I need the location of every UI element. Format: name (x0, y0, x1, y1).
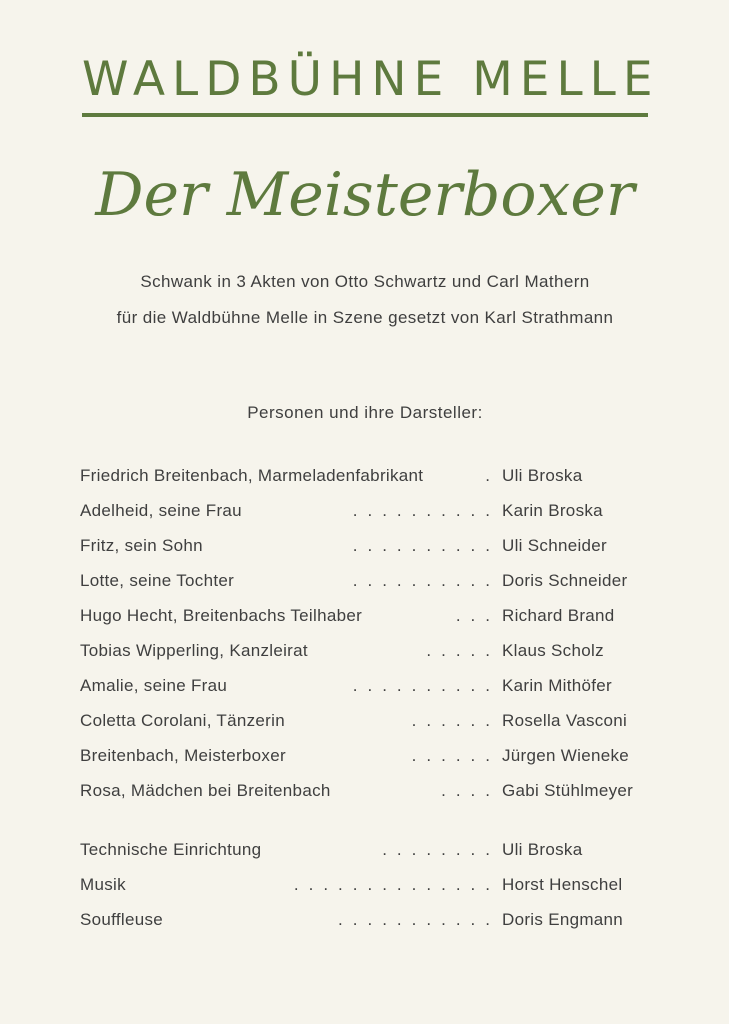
dot-leader: .......... (352, 501, 500, 520)
crew-member: Doris Engmann (502, 910, 624, 929)
cast-role: Friedrich Breitenbach, Marmeladenfabrikant (80, 466, 424, 485)
cast-role: Coletta Corolani, Tänzerin (80, 711, 285, 730)
cast-role: Fritz, sein Sohn (80, 536, 203, 555)
crew-member: Horst Henschel (502, 875, 623, 894)
cast-row (80, 571, 650, 597)
dot-leader: ...... (411, 746, 500, 765)
cast-actor: Gabi Stühlmeyer (502, 781, 634, 800)
dot-leader: .......... (352, 571, 500, 590)
cast-role: Adelheid, seine Frau (80, 501, 242, 520)
masthead-title: WALDBÜHNE MELLE (82, 52, 660, 107)
cast-actor: Uli Schneider (502, 536, 608, 555)
play-title: Der Meisterboxer (95, 160, 635, 230)
cast-actor: Uli Broska (502, 466, 583, 485)
masthead-rule (82, 113, 648, 117)
cast-actor: Rosella Vasconi (502, 711, 628, 730)
cast-row (80, 501, 650, 527)
cast-role: Tobias Wipperling, Kanzleirat (80, 641, 308, 660)
cast-row (80, 536, 650, 562)
dot-leader: .............. (293, 875, 500, 894)
dot-leader: .......... (352, 536, 500, 555)
cast-row (80, 746, 650, 772)
dot-leader: ..... (426, 641, 500, 660)
cast-row (80, 711, 650, 737)
cast-row (80, 606, 650, 632)
dot-leader: ........... (338, 910, 500, 929)
crew-member: Uli Broska (502, 840, 583, 859)
cast-row (80, 466, 650, 492)
crew-role: Musik (80, 875, 126, 894)
cast-role: Rosa, Mädchen bei Breitenbach (80, 781, 331, 800)
cast-actor: Klaus Scholz (502, 641, 604, 660)
cast-actor: Doris Schneider (502, 571, 628, 590)
cast-row (80, 676, 650, 702)
cast-actor: Jürgen Wieneke (502, 746, 630, 765)
cast-role: Lotte, seine Tochter (80, 571, 235, 590)
cast-role: Amalie, seine Frau (80, 676, 228, 695)
crew-role: Souffleuse (80, 910, 164, 929)
cast-role: Breitenbach, Meisterboxer (80, 746, 286, 765)
cast-row (80, 641, 650, 667)
dot-leader: .......... (352, 676, 500, 695)
cast-row (80, 781, 650, 807)
cast-actor: Karin Broska (502, 501, 603, 520)
crew-row (80, 875, 650, 901)
crew-row (80, 840, 650, 866)
dot-leader: ........ (382, 840, 500, 859)
cast-actor: Richard Brand (502, 606, 615, 625)
dot-leader: ... (455, 606, 500, 625)
cast-heading: Personen und ihre Darsteller: (247, 403, 483, 422)
crew-row (80, 910, 650, 936)
crew-role: Technische Einrichtung (80, 840, 262, 859)
dot-leader: .... (441, 781, 500, 800)
cast-actor: Karin Mithöfer (502, 676, 613, 695)
dot-leader: ...... (411, 711, 500, 730)
dot-leader: . (485, 466, 500, 485)
subtitle-director: für die Waldbühne Melle in Szene gesetzt von Karl Strathmann (116, 308, 614, 327)
subtitle-authors: Schwank in 3 Akten von Otto Schwartz und Carl Mathern (140, 272, 590, 291)
cast-role: Hugo Hecht, Breitenbachs Teilhaber (80, 606, 363, 625)
